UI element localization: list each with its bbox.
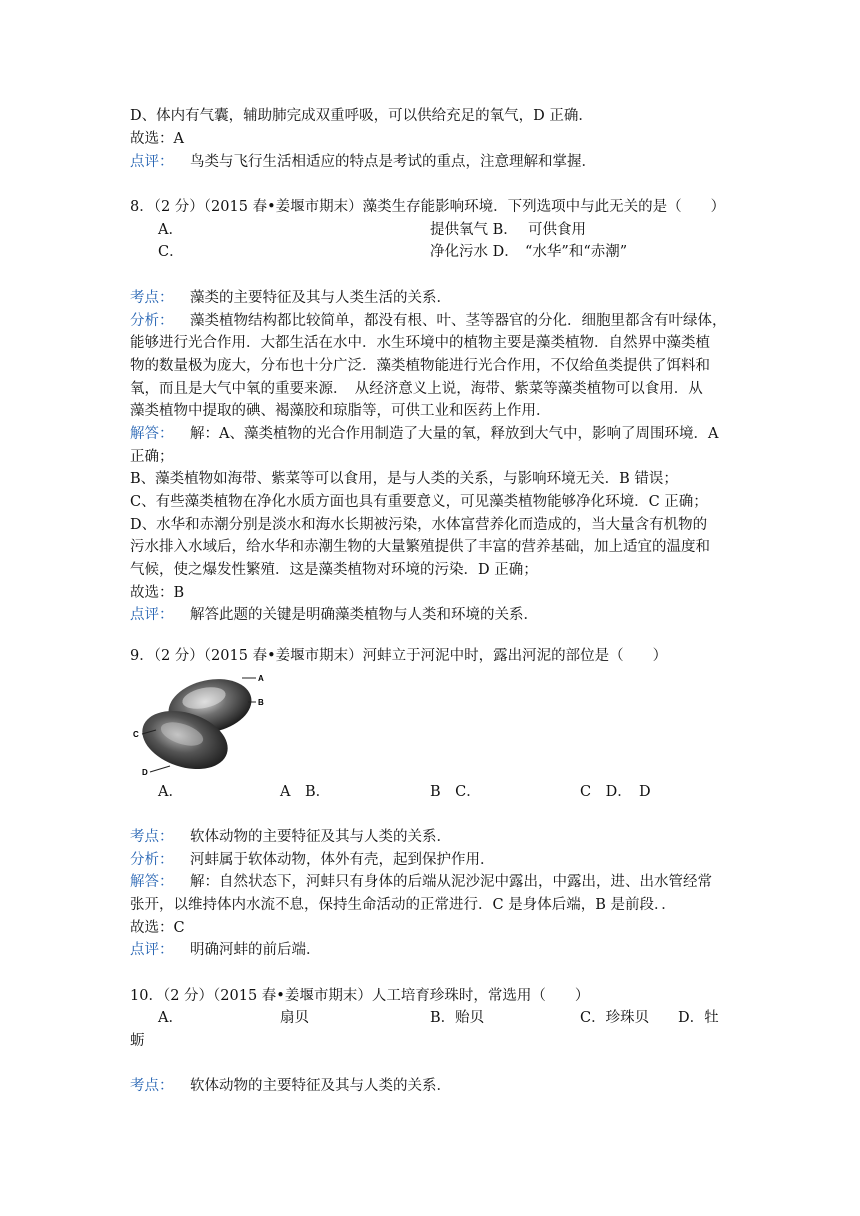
- q10-option-d: D．牡: [678, 1010, 719, 1026]
- jieda-tag: 解答：: [130, 874, 174, 890]
- mussel-figure: [130, 668, 270, 778]
- q8-kaodian: [130, 287, 451, 309]
- jieda-text: 解：A、藻类植物的光合作用制造了大量的氧，释放到大气中，影响了周围环境．A: [190, 426, 719, 442]
- comment-tag: 点评：: [130, 154, 174, 170]
- q10-option-b: B．贻贝: [430, 1010, 485, 1026]
- q8-fenxi-line: 能够进行光合作用．大都生活在水中．水生环境中的植物主要是藻类植物．自然界中藻类植: [130, 335, 710, 351]
- q7-option-d-explanation: D、体内有气囊，辅助肺完成双重呼吸，可以供给充足的氧气，D 正确．: [130, 108, 593, 124]
- q9-stem: 9．（2 分）（2015 春•姜堰市期末）河蚌立于河泥中时，露出河泥的部位是（ ）: [130, 648, 668, 664]
- q8-fenxi-line: 氧，而且是大气中氧的重要来源． 从经济意义上说，海带、紫菜等藻类植物可以食用．从: [130, 381, 703, 397]
- comment-text: 明确河蚌的前后端．: [190, 942, 321, 958]
- kaodian-text: 藻类的主要特征及其与人类生活的关系．: [190, 290, 451, 306]
- fenxi-tag: 分析：: [130, 852, 174, 868]
- q8-jieda-line: C、有些藻类植物在净化水质方面也具有重要意义，可见藻类植物能够净化环境．C 正确；: [130, 494, 708, 510]
- comment-text: 解答此题的关键是明确藻类植物与人类和环境的关系．: [190, 607, 538, 623]
- q9-option-b-text: B C．: [430, 784, 481, 800]
- q8-fenxi-line: 藻类植物中提取的碘、褐藻胶和琼脂等，可供工业和医药上作用．: [130, 403, 551, 419]
- q8-answer: 故选：B: [130, 585, 185, 601]
- q8-jieda-line: 正确；: [130, 449, 174, 465]
- q9-jieda-line: 张开，以维持体内水流不息，保持生命活动的正常进行．C 是身体后端，B 是前段．．: [130, 897, 676, 913]
- fenxi-text: 河蚌属于软体动物，体外有壳，起到保护作用．: [190, 852, 495, 868]
- q8-option-d-text: “水华”和“赤潮”: [525, 244, 628, 260]
- q9-comment: [130, 939, 321, 961]
- q8-option-a-label: A．: [158, 222, 183, 238]
- comment-text: 鸟类与飞行生活相适应的特点是考试的重点，注意理解和掌握．: [190, 154, 596, 170]
- q8-option-a-text: 提供氧气 B．: [430, 222, 518, 238]
- fig-label-c: C: [133, 730, 139, 739]
- q10-option-a-text: 扇贝: [280, 1010, 309, 1026]
- q8-option-b-text: 可供食用: [528, 222, 586, 238]
- q9-jieda: [130, 871, 712, 893]
- q8-stem: 8．（2 分）（2015 春•姜堰市期末）藻类生存能影响环境．下列选项中与此无关的是（ ）: [130, 199, 726, 215]
- comment-tag: 点评：: [130, 607, 174, 623]
- q7-comment: [130, 151, 596, 173]
- q10-option-a-label: A．: [158, 1010, 183, 1026]
- q8-jieda-line: 气候，使之爆发性繁殖．这是藻类植物对环境的污染．D 正确；: [130, 562, 538, 578]
- q9-kaodian: [130, 826, 451, 848]
- q9-answer: 故选：C: [130, 920, 185, 936]
- q8-fenxi: [130, 310, 727, 332]
- kaodian-tag: 考点：: [130, 829, 174, 845]
- q9-option-a-text: A B．: [280, 784, 331, 800]
- q9-fenxi: [130, 849, 495, 871]
- q10-stem: 10．（2 分）（2015 春•姜堰市期末）人工培育珍珠时，常选用（ ）: [130, 988, 590, 1004]
- q8-jieda-line: D、水华和赤潮分别是淡水和海水长期被污染，水体富营养化而造成的，当大量含有机物的: [130, 517, 708, 533]
- fenxi-tag: 分析：: [130, 313, 174, 329]
- q8-jieda-line: 污水排入水域后，给水华和赤潮生物的大量繁殖提供了丰富的营养基础，加上适宜的温度和: [130, 539, 710, 555]
- q8-option-c-label: C．: [158, 244, 184, 260]
- q10-option-c: C．珍珠贝: [580, 1010, 650, 1026]
- q10-option-d-wrap: 蛎: [130, 1033, 145, 1049]
- q8-jieda-line: B、藻类植物如海带、紫菜等可以食用，是与人类的关系，与影响环境无关．B 错误；: [130, 471, 678, 487]
- kaodian-tag: 考点：: [130, 290, 174, 306]
- comment-tag: 点评：: [130, 942, 174, 958]
- q8-jieda: [130, 423, 718, 445]
- q8-option-c-text: 净化污水 D．: [430, 244, 519, 260]
- q10-kaodian: [130, 1075, 451, 1097]
- jieda-text: 解：自然状态下，河蚌只有身体的后端从泥沙泥中露出，中露出，进、出水管经常: [190, 874, 712, 890]
- kaodian-text: 软体动物的主要特征及其与人类的关系．: [190, 1078, 451, 1094]
- fig-label-a: A: [258, 674, 264, 683]
- fig-label-b: B: [258, 698, 264, 707]
- fig-label-d: D: [142, 768, 148, 777]
- kaodian-text: 软体动物的主要特征及其与人类的关系．: [190, 829, 451, 845]
- q8-fenxi-line: 物的数量极为庞大，分布也十分广泛．藻类植物能进行光合作用，不仅给鱼类提供了饵料和: [130, 358, 710, 374]
- q9-option-a-label: A．: [158, 784, 183, 800]
- kaodian-tag: 考点：: [130, 1078, 174, 1094]
- q8-comment: [130, 604, 538, 626]
- fenxi-text: 藻类植物结构都比较简单，都没有根、叶、茎等器官的分化．细胞里都含有叶绿体，: [190, 313, 727, 329]
- jieda-tag: 解答：: [130, 426, 174, 442]
- q9-option-c-text: C D． D: [580, 784, 651, 800]
- q7-answer: 故选：A: [130, 131, 184, 147]
